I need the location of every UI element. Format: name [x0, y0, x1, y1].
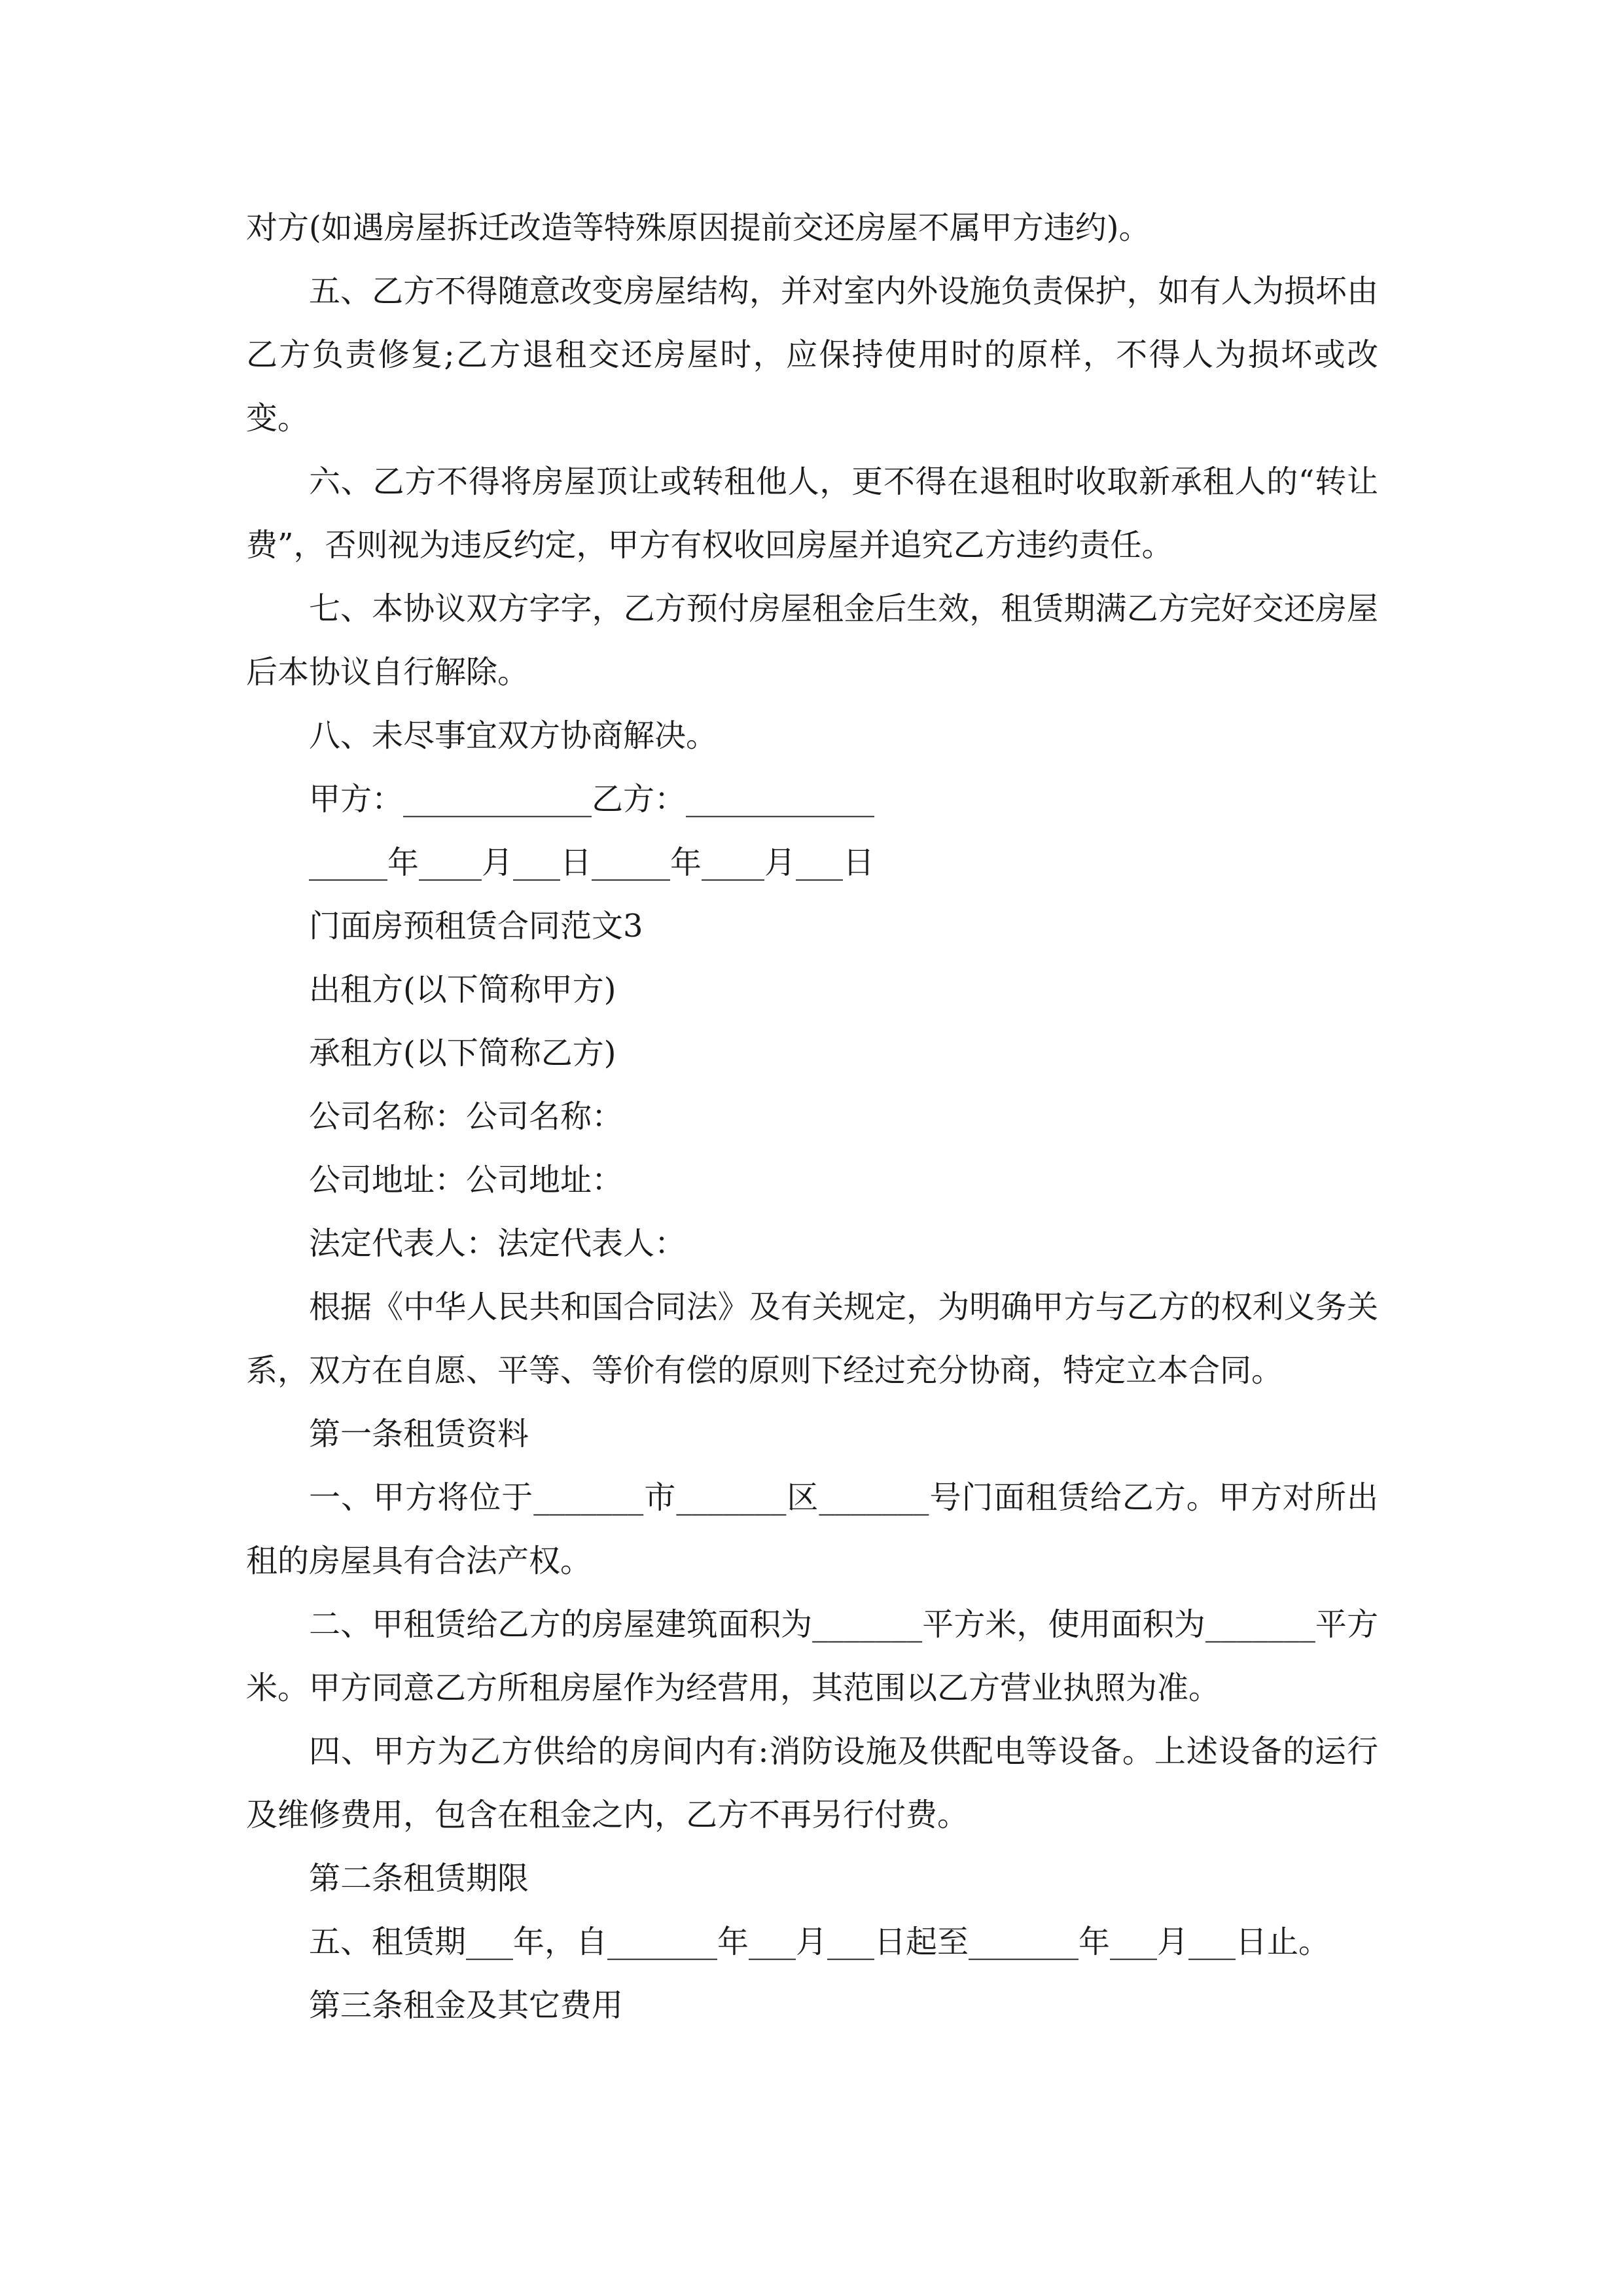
signature-line: 甲方：____________乙方：____________	[309, 781, 875, 817]
date-line: _____年____月___日_____年____月___日	[309, 844, 875, 881]
article-1-heading: 第一条租赁资料	[309, 1416, 529, 1452]
preamble: 根据《中华人民共和国合同法》及有关规定，为明确甲方与乙方的权利义务关系，双方在自愿、平等、等价有偿的原则下经过充分协商，特定立本合同。	[246, 1289, 1378, 1389]
article-1-item-1: 一、甲方将位于_______市_______区_______号门面租赁给乙方。甲方对所出租的房屋具有合法产权。	[246, 1479, 1378, 1579]
paragraph-continuation: 对方(如遇房屋拆迁改造等特殊原因提前交还房屋不属甲方违约)。	[246, 209, 1150, 246]
lessor-line: 出租方(以下简称甲方)	[309, 971, 616, 1008]
clause-7: 七、本协议双方字字，乙方预付房屋租金后生效，租赁期满乙方完好交还房屋后本协议自行解除。	[246, 590, 1378, 691]
article-1-item-2: 二、甲租赁给乙方的房屋建筑面积为_______平方米，使用面积为_______平方米。甲方同意乙方所租房屋作为经营用，其范围以乙方营业执照为准。	[246, 1606, 1378, 1706]
company-name-line: 公司名称：公司名称：	[309, 1098, 624, 1135]
article-2-item-5: 五、租赁期___年，自_______年___月___日起至_______年___月___日止。	[309, 1924, 1330, 1960]
clause-8: 八、未尽事宜双方协商解决。	[309, 717, 718, 754]
clause-6: 六、乙方不得将房屋顶让或转租他人，更不得在退租时收取新承租人的“转让费”，否则视为违反约定，甲方有权收回房屋并追究乙方违约责任。	[246, 463, 1378, 564]
clause-5: 五、乙方不得随意改变房屋结构，并对室内外设施负责保护，如有人为损坏由乙方负责修复;乙方退租交还房屋时，应保持使用时的原样，不得人为损坏或改变。	[246, 273, 1378, 437]
legal-rep-line: 法定代表人：法定代表人：	[309, 1225, 687, 1262]
article-2-heading: 第二条租赁期限	[309, 1860, 529, 1897]
article-3-heading: 第三条租金及其它费用	[309, 1987, 624, 2024]
section-title: 门面房预租赁合同范文3	[309, 908, 643, 944]
article-1-item-4: 四、甲方为乙方供给的房间内有:消防设施及供配电等设备。上述设备的运行及维修费用，包含在租金之内，乙方不再另行付费。	[246, 1733, 1378, 1833]
document-body	[246, 196, 1378, 2037]
company-address-line: 公司地址：公司地址：	[309, 1162, 624, 1198]
lessee-line: 承租方(以下简称乙方)	[309, 1035, 616, 1071]
